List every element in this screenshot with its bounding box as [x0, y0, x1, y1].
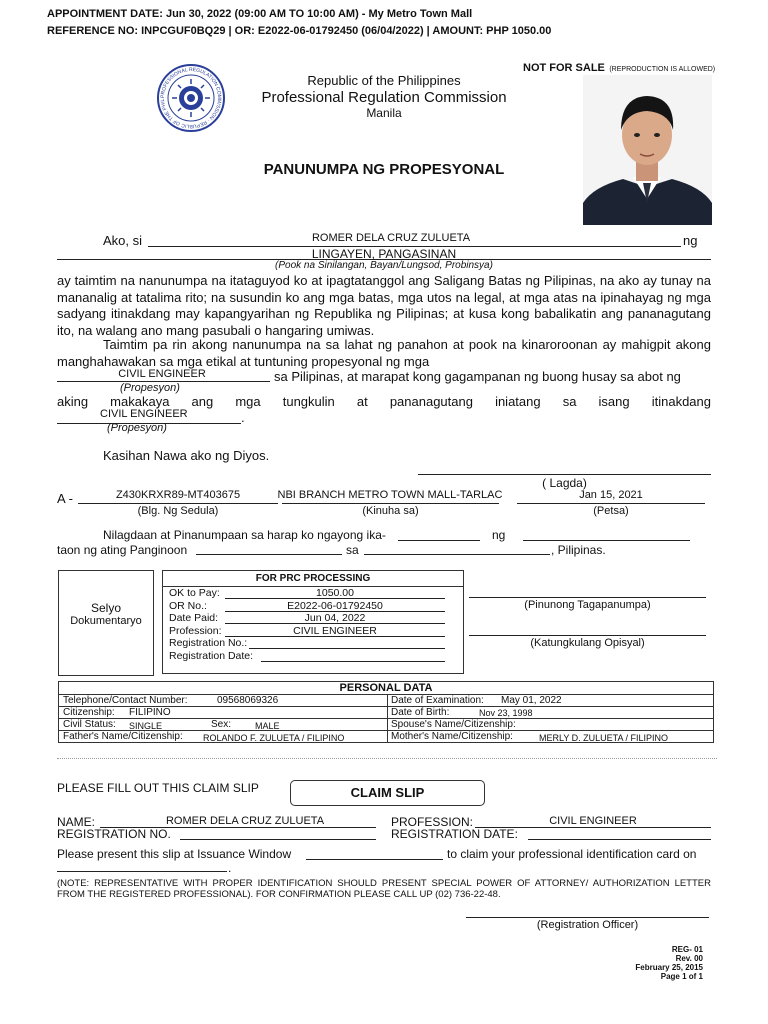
nilagdaan-text: Nilagdaan at Pinanumpaan sa harap ko ngayong ika-	[103, 528, 386, 542]
ng-label: ng	[683, 233, 698, 248]
please-fill-label: PLEASE FILL OUT THIS CLAIM SLIP	[57, 781, 259, 795]
reproduction-note: (REPRODUCTION IS ALLOWED)	[609, 66, 716, 73]
profession1-value: CIVIL ENGINEER	[118, 368, 206, 380]
tel-value: 09568069326	[217, 695, 279, 706]
processing-row-label: OR No.:	[169, 599, 207, 612]
processing-row	[163, 650, 463, 663]
processing-row-value: CIVIL ENGINEER	[293, 624, 377, 637]
appointment-line: APPOINTMENT DATE: Jun 30, 2022 (09:00 AM TO 10:00 AM) - My Metro Town Mall	[47, 8, 473, 20]
kinuha-underline	[282, 503, 499, 504]
processing-row-value: 1050.00	[316, 587, 354, 599]
a-prefix: A -	[57, 491, 73, 506]
processing-row	[163, 587, 463, 600]
cedula-caption: (Blg. Ng Sedula)	[137, 505, 219, 517]
oath-paragraph-3: aking makakaya ang mga tungkulin at pananagutang iniatang sa isang itinakdang	[57, 394, 711, 409]
processing-row	[163, 612, 463, 625]
ako-si-label: Ako, si	[103, 233, 143, 248]
prc-seal-icon	[157, 64, 225, 132]
present-slip-text: Please present this slip at Issuance Window	[57, 847, 292, 861]
place2-underline	[364, 554, 550, 555]
cedula-date: Jan 15, 2021	[579, 489, 643, 501]
katungkulang-line	[469, 635, 706, 636]
ng-label-2: ng	[492, 528, 506, 542]
dokumentaryo-label: Dokumentaryo	[70, 615, 142, 627]
oath-name: ROMER DELA CRUZ ZULUETA	[311, 232, 471, 244]
petsa-caption: (Petsa)	[593, 505, 629, 517]
signature-line	[418, 474, 711, 475]
claim-period: .	[228, 861, 232, 875]
processing-row-label: OK to Pay:	[169, 587, 220, 599]
reference-line: REFERENCE NO: INPCGUF0BQ29 | OR: E2022-06-01792450 (06/04/2022) | AMOUNT: PHP 1050.00	[47, 25, 552, 37]
page-title: PANUNUMPA NG PROPESYONAL	[263, 161, 505, 178]
id-photo	[583, 75, 712, 225]
claim-note: (NOTE: REPRESENTATIVE WITH PROPER IDENTIFICATION SHOULD PRESENT SPECIAL POWER OF ATTORNEY/ AUTHORIZATION LETTER FROM THE REGISTERED PROFESSIONAL). FOR CONFIRMATION PLEASE CALL UP (02) 736-22-48.	[57, 878, 711, 900]
sex-label: Sex:	[211, 719, 232, 730]
not-for-sale	[523, 58, 715, 76]
dob-label: Date of Birth:	[391, 707, 450, 718]
form-page: Page 1 of 1	[660, 972, 703, 981]
oath-paragraph-1: ay taimtim na nanunumpa na itataguyod ko at ipagtatanggol ang Saligang Batas ng Pilipinas, na ako ay tunay na mananalig at tatalima rito; na susundin ko ang mga batas, mga utos na legal, at mga atas na ipinahayag ng mga sadyang itinakdang may kapangyarihan ng Republika ng Pilipinas; at kusa kong babalikatin ang pananagutang ito, na walang ano mang pasubali o hangaring umiwas.	[57, 273, 711, 338]
pilipinas-label: , Pilipinas.	[551, 543, 606, 557]
pinuno-line	[469, 597, 706, 598]
claim-regno-underline	[180, 839, 376, 840]
propesyon-caption-2: (Propesyon)	[107, 422, 167, 434]
spouse-label: Spouse's Name/Citizenship:	[391, 719, 516, 730]
processing-row-label: Date Paid:	[169, 612, 219, 624]
city-line: Manila	[366, 106, 402, 120]
selyo-label: Selyo	[90, 601, 122, 615]
sex-value: MALE	[255, 721, 280, 731]
window-underline	[306, 859, 443, 860]
processing-row-value: Jun 04, 2022	[304, 612, 366, 624]
not-for-sale-label: NOT FOR SALE	[523, 62, 605, 74]
katungkulang-caption: (Katungkulang Opisyal)	[530, 637, 645, 649]
oath-paragraph-2: Taimtim pa rin akong nanunumpa na sa lahat ng panahon at pook na kinaroroonan ay mahigpit akong manghahawakan sa mga etikal at tuntuning propesyonal ng mga	[57, 337, 711, 369]
tel-label: Telephone/Contact Number:	[63, 695, 188, 706]
sa-label: sa	[346, 543, 359, 557]
propesyon-caption-1: (Propesyon)	[120, 382, 180, 394]
processing-row-underline	[261, 661, 445, 662]
mother-value: MERLY D. ZULUETA / FILIPINO	[539, 733, 669, 743]
processing-row	[163, 625, 463, 638]
processing-title: FOR PRC PROCESSING	[255, 573, 371, 584]
processing-row-label: Registration No.:	[169, 637, 248, 649]
processing-rows	[163, 587, 463, 662]
claim-regno-label: REGISTRATION NO.	[57, 827, 171, 841]
claim-name-label: NAME:	[57, 815, 96, 829]
claim-regdate-underline	[528, 839, 711, 840]
processing-row-label: Registration Date:	[169, 649, 254, 662]
claim-regdate-label: REGISTRATION DATE:	[391, 827, 518, 841]
cedula-number: Z430KRXR89-MT403675	[115, 489, 241, 501]
claim-name-value: ROMER DELA CRUZ ZULUETA	[165, 815, 325, 827]
kinuha-caption: (Kinuha sa)	[362, 505, 419, 517]
processing-row	[163, 600, 463, 613]
period: .	[241, 410, 245, 425]
processing-row-label: Profession:	[169, 624, 222, 637]
mother-label: Mother's Name/Citizenship:	[391, 731, 513, 742]
exam-label: Date of Examination:	[391, 695, 484, 706]
processing-row	[163, 637, 463, 650]
dob-value: Nov 23, 1998	[479, 708, 533, 718]
officer-line	[466, 917, 709, 918]
form-footer	[635, 945, 703, 981]
to-claim-text: to claim your professional identification card on	[447, 847, 697, 861]
prc-processing-box	[162, 570, 464, 674]
citizenship-value: FILIPINO	[129, 707, 171, 718]
form-rev: Rev. 00	[675, 954, 703, 963]
agency-line: Professional Regulation Commission	[261, 89, 507, 106]
birthplace-caption: (Pook na Sinilangan, Bayan/Lungsod, Probinsya)	[275, 260, 493, 271]
oath-paragraph-2-tail: sa Pilipinas, at marapat kong gagampanan ng buong husay sa abot ng	[274, 369, 681, 384]
person-portrait-icon	[583, 75, 712, 225]
cut-line	[57, 758, 717, 759]
father-value: ROLANDO F. ZULUETA / FILIPINO	[203, 733, 345, 743]
claim-profession-value: CIVIL ENGINEER	[549, 815, 637, 827]
ika-underline	[398, 540, 480, 541]
personal-data-title: PERSONAL DATA	[59, 682, 713, 695]
seal-ring-text: PROFESSIONAL REGULATION COMMISSION · REPUBLIC OF THE PHIL	[159, 66, 223, 130]
pinuno-caption: (Pinunong Tagapanumpa)	[524, 599, 651, 611]
form-date: February 25, 2015	[635, 963, 703, 972]
exam-value: May 01, 2022	[501, 695, 562, 706]
personal-data-table	[58, 681, 714, 743]
officer-caption: (Registration Officer)	[536, 919, 639, 931]
claim-profession-label: PROFESSION:	[391, 815, 474, 829]
cedula-place: NBI BRANCH METRO TOWN MALL-TARLAC	[277, 489, 503, 501]
father-label: Father's Name/Citizenship:	[63, 731, 183, 742]
form-code: REG- 01	[671, 945, 703, 954]
birthplace: LINGAYEN, PANGASINAN	[311, 247, 457, 261]
year-underline	[196, 554, 342, 555]
month-underline	[523, 540, 690, 541]
republic-line: Republic of the Philippines	[307, 73, 461, 88]
kasihan-line: Kasihan Nawa ako ng Diyos.	[103, 448, 270, 463]
taon-text: taon ng ating Panginoon	[57, 543, 188, 557]
claim-date-underline	[57, 871, 227, 872]
civil-status-label: Civil Status:	[63, 719, 116, 730]
petsa-underline	[517, 503, 705, 504]
civil-status-value: SINGLE	[129, 721, 163, 731]
signature-caption: ( Lagda)	[542, 476, 587, 490]
citizenship-label: Citizenship:	[63, 707, 115, 718]
profession2-value: CIVIL ENGINEER	[100, 408, 188, 420]
claim-slip-title: CLAIM SLIP	[290, 780, 485, 806]
documentary-stamp-box	[58, 570, 154, 676]
cedula-underline	[78, 503, 278, 504]
processing-row-value: E2022-06-01792450	[287, 599, 383, 612]
